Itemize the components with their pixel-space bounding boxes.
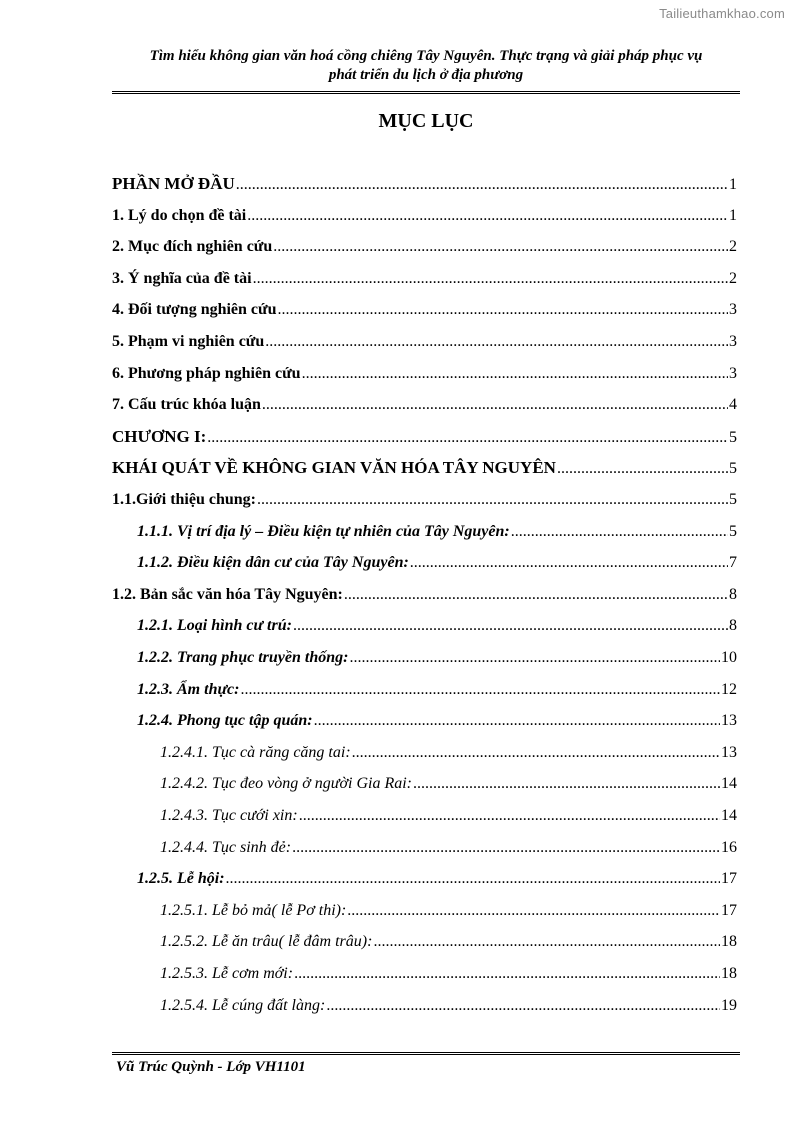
toc-page-number: 17 xyxy=(721,901,737,919)
toc-entry-title: 1.2.1. Loại hình cư trú: xyxy=(137,617,292,635)
toc-entry-title: 1.2.2. Trang phục truyền thống: xyxy=(137,649,349,666)
toc-entry-title: 1.2.4. Phong tục tập quán: xyxy=(137,712,313,730)
toc-entry-title: 1.1.2. Điều kiện dân cư của Tây Nguyên: xyxy=(137,554,409,572)
toc-entry-title: 4. Đối tượng nghiên cứu xyxy=(112,301,277,319)
toc-entry-title: 1.2.3. Ẩm thực: xyxy=(137,680,240,698)
toc-entry[interactable] xyxy=(0,331,794,353)
toc-dot-leader xyxy=(344,584,728,606)
toc-entry[interactable] xyxy=(0,995,794,1017)
toc-entry-title: 1.2.4.1. Tục cà răng căng tai: xyxy=(160,743,351,761)
toc-page-number: 3 xyxy=(729,301,737,319)
toc-page-number: 14 xyxy=(721,807,737,824)
toc-dot-leader xyxy=(349,647,720,669)
toc-page-number: 13 xyxy=(721,712,737,730)
toc-dot-leader xyxy=(207,427,728,449)
toc-entry[interactable] xyxy=(0,900,794,922)
toc-page-number: 1 xyxy=(729,176,737,193)
header-divider xyxy=(112,91,740,94)
toc-entry-title: 1.1.Giới thiệu chung: xyxy=(112,491,256,508)
toc-entry[interactable] xyxy=(0,773,794,795)
toc-page-number: 2 xyxy=(729,269,737,287)
header-line-2: phát triển du lịch ở địa phương xyxy=(328,67,524,83)
toc-entry[interactable] xyxy=(0,457,794,479)
toc-page-number: 18 xyxy=(721,933,737,951)
toc-dot-leader xyxy=(557,458,728,480)
toc-entry[interactable] xyxy=(0,931,794,953)
toc-entry-title: 3. Ý nghĩa của đề tài xyxy=(112,269,252,287)
toc-entry[interactable] xyxy=(0,363,794,385)
toc-entry[interactable] xyxy=(0,679,794,701)
toc-entry[interactable] xyxy=(0,615,794,637)
toc-dot-leader xyxy=(292,837,720,859)
toc-entry-title: 1.2.5.4. Lễ cúng đất làng: xyxy=(160,996,326,1014)
toc-entry-title: 1.2.4.3. Tục cưới xin: xyxy=(160,807,298,824)
toc-page-number: 7 xyxy=(729,554,737,572)
toc-page-number: 16 xyxy=(721,838,737,856)
toc-dot-leader xyxy=(302,363,728,385)
toc-page-number: 5 xyxy=(729,522,737,540)
toc-entry[interactable] xyxy=(0,805,794,827)
toc-page-number: 4 xyxy=(729,396,737,414)
toc-dot-leader xyxy=(410,552,728,574)
toc-entry-title: 1. Lý do chọn đề tài xyxy=(112,206,247,224)
toc-page-number: 17 xyxy=(721,870,737,888)
toc-page-number: 5 xyxy=(729,428,737,446)
toc-entry-title: 1.1.1. Vị trí địa lý – Điều kiện tự nhiên của Tây Nguyên: xyxy=(137,522,510,540)
toc-dot-leader xyxy=(314,710,720,732)
toc-dot-leader xyxy=(247,205,728,227)
toc-entry-title: 1.2.5. Lễ hội: xyxy=(137,870,225,888)
toc-entry-title: KHÁI QUÁT VỀ KHÔNG GIAN VĂN HÓA TÂY NGUYÊN xyxy=(112,458,556,478)
toc-entry[interactable] xyxy=(0,552,794,574)
toc-page-number: 2 xyxy=(729,238,737,256)
toc-page-number: 14 xyxy=(721,775,737,793)
toc-dot-leader xyxy=(265,331,728,353)
toc-page-number: 8 xyxy=(729,617,737,635)
toc-dot-leader xyxy=(347,900,720,922)
toc-entry[interactable] xyxy=(0,868,794,890)
toc-dot-leader xyxy=(413,773,720,795)
toc-entry[interactable] xyxy=(0,837,794,859)
toc-page-number: 1 xyxy=(729,206,737,224)
toc-page-number: 3 xyxy=(729,333,737,350)
toc-entry[interactable] xyxy=(0,299,794,321)
toc-dot-leader xyxy=(352,742,720,764)
running-header xyxy=(112,47,740,85)
toc-dot-leader xyxy=(511,521,728,543)
toc-entry[interactable] xyxy=(0,521,794,543)
toc-entry-title: 1.2.4.2. Tục đeo vòng ở người Gia Rai: xyxy=(160,775,412,793)
toc-page-number: 3 xyxy=(729,364,737,382)
toc-dot-leader xyxy=(262,394,728,416)
toc-entry[interactable] xyxy=(0,173,794,195)
toc-dot-leader xyxy=(294,963,720,985)
toc-entry[interactable] xyxy=(0,710,794,732)
toc-dot-leader xyxy=(236,174,728,196)
toc-dot-leader xyxy=(273,236,728,258)
running-footer: Vũ Trúc Quỳnh - Lớp VH1101 xyxy=(116,1059,306,1075)
toc-dot-leader xyxy=(373,931,720,953)
toc-page-number: 8 xyxy=(729,585,737,603)
toc-entry[interactable] xyxy=(0,205,794,227)
toc-page-number: 12 xyxy=(721,680,737,698)
toc-page-number: 19 xyxy=(721,996,737,1014)
toc-entry-title: 7. Cấu trúc khóa luận xyxy=(112,396,261,414)
toc-entry[interactable] xyxy=(0,584,794,606)
toc-entry-title: 1.2.5.2. Lễ ăn trâu( lễ đâm trâu): xyxy=(160,933,373,951)
toc-entry-title: 1.2.4.4. Tục sinh đẻ: xyxy=(160,838,292,856)
toc-dot-leader xyxy=(299,805,720,827)
toc-entry-title: 1.2.5.1. Lễ bỏ mả( lễ Pơ thi): xyxy=(160,901,347,919)
toc-entry-title: 1.2. Bản sắc văn hóa Tây Nguyên: xyxy=(112,585,343,603)
toc-entry-title: 5. Phạm vi nghiên cứu xyxy=(112,333,265,350)
toc-dot-leader xyxy=(326,995,720,1017)
toc-page-number: 5 xyxy=(729,491,737,508)
toc-entry[interactable] xyxy=(0,426,794,448)
toc-dot-leader xyxy=(253,268,728,290)
header-line-1: Tìm hiểu không gian văn hoá cồng chiêng Tây Nguyên. Thực trạng và giải pháp phục vụ xyxy=(149,48,703,64)
toc-entry-title: PHẦN MỞ ĐẦU xyxy=(112,174,235,193)
toc-entry[interactable] xyxy=(0,963,794,985)
toc-page-number: 10 xyxy=(721,649,737,666)
toc-entry[interactable] xyxy=(0,742,794,764)
toc-entry[interactable] xyxy=(0,268,794,290)
toc-entry-title: 1.2.5.3. Lễ cơm mới: xyxy=(160,965,294,982)
toc-entry-title: 2. Mục đích nghiên cứu xyxy=(112,238,273,256)
toc-dot-leader xyxy=(226,868,720,890)
toc-dot-leader xyxy=(240,679,720,701)
toc-entry[interactable] xyxy=(0,647,794,669)
toc-dot-leader xyxy=(257,489,728,511)
toc-entry[interactable] xyxy=(0,394,794,416)
toc-entry-title: CHƯƠNG I: xyxy=(112,426,207,446)
toc-page-number: 5 xyxy=(729,460,737,478)
toc-entry[interactable] xyxy=(0,236,794,258)
footer-divider xyxy=(112,1052,740,1055)
toc-page-number: 18 xyxy=(721,965,737,982)
toc-entry-title: 6. Phương pháp nghiên cứu xyxy=(112,364,301,382)
toc-entry[interactable] xyxy=(0,489,794,511)
watermark: Tailieuthamkhao.com xyxy=(659,6,785,21)
toc-page-number: 13 xyxy=(721,743,737,761)
toc-dot-leader xyxy=(293,615,728,637)
toc-dot-leader xyxy=(278,299,728,321)
page-title: MỤC LỤC xyxy=(378,110,474,132)
